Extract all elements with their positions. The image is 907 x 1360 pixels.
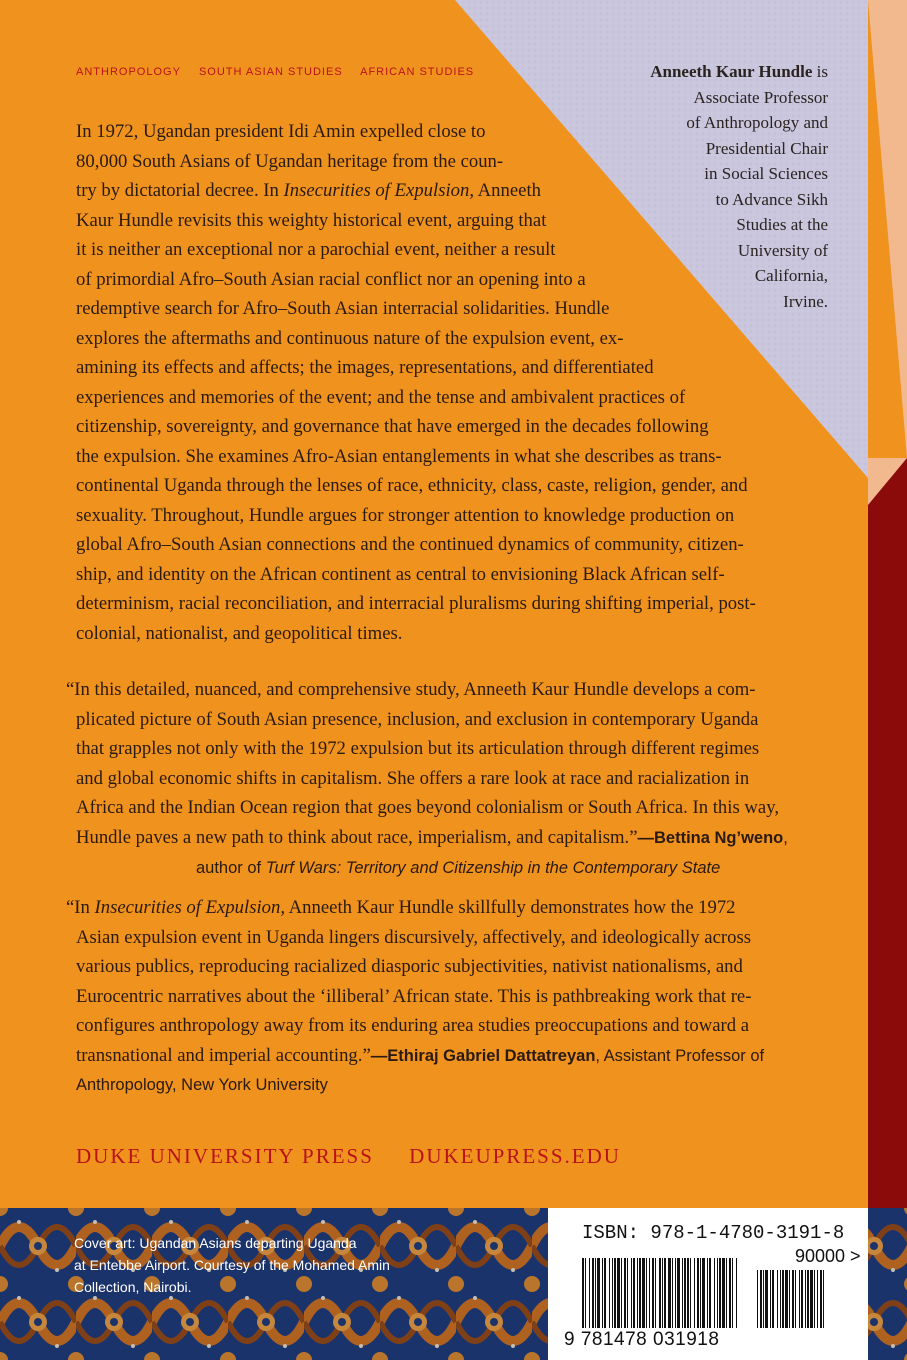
barcode-bar bbox=[707, 1258, 708, 1328]
bio-line: in Social Sciences bbox=[704, 164, 828, 183]
quote-line: that grapples not only with the 1972 expulsion but its articulation through different regimes bbox=[76, 738, 760, 759]
barcode-bar bbox=[592, 1258, 594, 1328]
book-description bbox=[76, 117, 756, 648]
barcode-bar bbox=[582, 1258, 584, 1328]
description-line: determinism, racial reconciliation, and interracial pluralisms during shifting imperial, post- bbox=[76, 593, 756, 614]
book-title: Insecurities of Expulsion, bbox=[94, 897, 286, 918]
credit-line: at Entebbe Airport. Courtesy of the Mohamed Amin bbox=[74, 1257, 390, 1273]
barcode-bar bbox=[795, 1270, 796, 1328]
barcode-bar bbox=[726, 1258, 727, 1328]
barcode-bar bbox=[662, 1258, 663, 1328]
barcode-bar bbox=[675, 1258, 676, 1328]
barcode-bar bbox=[697, 1258, 699, 1328]
description-line: redemptive search for Afro–South Asian interracial solidarities. Hundle bbox=[76, 298, 610, 319]
description-line: it is neither an exceptional nor a parochial event, neither a result bbox=[76, 239, 556, 260]
barcode-bar bbox=[782, 1270, 784, 1328]
barcode-bar bbox=[807, 1270, 809, 1328]
barcode-bar bbox=[820, 1270, 822, 1328]
barcode-bar bbox=[785, 1270, 788, 1328]
barcode-bar bbox=[633, 1258, 635, 1328]
barcode-bar bbox=[624, 1258, 626, 1328]
publisher-line bbox=[76, 1144, 621, 1169]
barcode-bar bbox=[684, 1258, 686, 1328]
bio-line: Associate Professor bbox=[693, 87, 828, 107]
barcode-bar bbox=[637, 1258, 638, 1328]
bio-line: California, bbox=[754, 266, 828, 285]
barcode-bar bbox=[614, 1258, 616, 1328]
barcode-bar bbox=[627, 1258, 628, 1328]
barcode-bar bbox=[612, 1258, 613, 1328]
barcode-bar bbox=[700, 1258, 701, 1328]
barcode-bar bbox=[817, 1270, 818, 1328]
barcode-bar bbox=[757, 1270, 758, 1328]
description-line: continental Uganda through the lenses of race, ethnicity, class, caste, religion, gender, and bbox=[76, 475, 748, 496]
barcode-bar bbox=[589, 1258, 590, 1328]
quote-line: Asian expulsion event in Uganda lingers discursively, affectively, and ideologically across bbox=[76, 926, 751, 948]
description-line: global Afro–South Asian connections and the continued dynamics of community, citizen- bbox=[76, 534, 744, 555]
bio-line: University of bbox=[737, 240, 828, 260]
description-line: Kaur Hundle revisits this weighty historical event, arguing that bbox=[76, 209, 547, 231]
quote-line: “In Insecurities of Expulsion, Anneeth Kaur Hundle skillfully demonstrates how the 1972 bbox=[66, 897, 736, 918]
endorser-affiliation: Anthropology, New York University bbox=[76, 1076, 328, 1094]
description-line: ship, and identity on the African continent as central to envisioning Black African self- bbox=[76, 563, 725, 585]
barcode-bars bbox=[578, 1246, 828, 1330]
barcode-bar bbox=[609, 1258, 610, 1328]
barcode-bar bbox=[597, 1258, 600, 1328]
barcode-bar bbox=[719, 1258, 721, 1328]
quote-line: various publics, reproducing racialized diasporic subjectivities, nativist nationalisms, and bbox=[76, 956, 743, 977]
quote-line: Eurocentric narratives about the ‘illiberal’ African state. This is pathbreaking work that re- bbox=[76, 985, 752, 1007]
publisher-url[interactable]: DUKEUPRESS.EDU bbox=[409, 1144, 621, 1168]
credit-line: Collection, Nairobi. bbox=[74, 1279, 192, 1295]
subject-south-asian-studies: SOUTH ASIAN STUDIES bbox=[198, 66, 343, 78]
barcode-bar bbox=[621, 1258, 622, 1328]
barcode-bar bbox=[709, 1258, 711, 1328]
barcode-bar bbox=[604, 1258, 606, 1328]
barcode-bar bbox=[690, 1258, 691, 1328]
description-line: sexuality. Throughout, Hundle argues for stronger attention to knowledge production on bbox=[76, 504, 735, 526]
barcode-bar bbox=[777, 1270, 778, 1328]
barcode-bar bbox=[631, 1258, 632, 1328]
barcode-bar bbox=[682, 1258, 683, 1328]
barcode-bar bbox=[717, 1258, 718, 1328]
isbn-barcode-box bbox=[548, 1208, 868, 1360]
barcode-bar bbox=[687, 1258, 689, 1328]
barcode-bar bbox=[814, 1270, 815, 1328]
quote-line: Hundle paves a new path to think about race, imperialism, and capitalism.”—Bettina Ng’weno, bbox=[76, 826, 788, 848]
barcode-bar bbox=[664, 1258, 666, 1328]
barcode-bar bbox=[805, 1270, 806, 1328]
barcode-bar bbox=[672, 1258, 673, 1328]
description-line: colonial, nationalist, and geopolitical times. bbox=[76, 622, 403, 644]
description-line: 80,000 South Asians of Ugandan heritage from the coun- bbox=[76, 150, 504, 172]
barcode-bar bbox=[763, 1270, 764, 1328]
barcode-bar bbox=[655, 1258, 656, 1328]
barcode-bar bbox=[595, 1258, 596, 1328]
barcode-bar bbox=[652, 1258, 654, 1328]
bio-line: Irvine. bbox=[783, 291, 828, 311]
barcode-bar bbox=[810, 1270, 813, 1328]
credit-line: Cover art: Ugandan Asians departing Uganda bbox=[74, 1235, 357, 1251]
barcode-bar bbox=[642, 1258, 645, 1328]
barcode-bar bbox=[668, 1258, 671, 1328]
bio-line: is bbox=[812, 62, 828, 81]
book-title: Insecurities of Expulsion bbox=[283, 180, 470, 201]
barcode-bar bbox=[780, 1270, 781, 1328]
barcode-bar bbox=[602, 1258, 603, 1328]
price-code: 90000 > bbox=[795, 1246, 861, 1266]
description-line: amining its effects and affects; the images, representations, and differentiated bbox=[76, 357, 654, 378]
bio-line: Studies at the bbox=[736, 215, 828, 234]
barcode-bar bbox=[617, 1258, 620, 1328]
barcode-bar bbox=[765, 1270, 768, 1328]
barcode-bar bbox=[772, 1270, 774, 1328]
barcode-bar bbox=[714, 1258, 715, 1328]
barcode-bar bbox=[729, 1258, 731, 1328]
bio-line: of Anthropology and bbox=[686, 113, 828, 132]
barcode-bar bbox=[649, 1258, 650, 1328]
description-line: explores the aftermaths and continuous nature of the expulsion event, ex- bbox=[76, 327, 624, 349]
barcode-bar bbox=[801, 1270, 803, 1328]
description-line: the expulsion. She examines Afro-Asian entanglements in what she describes as trans- bbox=[76, 445, 722, 467]
bio-line: to Advance Sikh bbox=[715, 189, 828, 209]
barcode-bar bbox=[760, 1270, 762, 1328]
peach-stripe bbox=[868, 0, 907, 458]
quote-line: Africa and the Indian Ocean region that goes beyond colonialism or South Africa. In this way, bbox=[76, 797, 780, 818]
subject-anthropology: ANTHROPOLOGY bbox=[76, 66, 181, 78]
barcode-bar bbox=[702, 1258, 705, 1328]
description-line: try by dictatorial decree. In Insecurities of Expulsion, Anneeth bbox=[76, 180, 541, 201]
endorser-name: —Bettina Ng’weno bbox=[637, 828, 784, 847]
endorser-book-title: Turf Wars: Territory and Citizenship in the Contemporary State bbox=[265, 859, 721, 877]
endorsement-quote-1 bbox=[66, 675, 788, 884]
quote-line: transnational and imperial accounting.”—Ethiraj Gabriel Dattatreyan, Assistant Professor of bbox=[76, 1044, 765, 1066]
quote-line: plicated picture of South Asian presence, inclusion, and exclusion in contemporary Uganda bbox=[76, 708, 759, 730]
barcode-bar bbox=[823, 1270, 824, 1328]
barcode-bar bbox=[639, 1258, 641, 1328]
bio-line: Presidential Chair bbox=[705, 138, 828, 158]
barcode-bar bbox=[789, 1270, 790, 1328]
dark-red-band bbox=[868, 458, 907, 1208]
barcode-bar bbox=[646, 1258, 647, 1328]
description-line: In 1972, Ugandan president Idi Amin expelled close to bbox=[76, 121, 486, 142]
barcode-bar bbox=[722, 1258, 725, 1328]
endorser-attribution: author of Turf Wars: Territory and Citizenship in the Contemporary State bbox=[196, 859, 721, 877]
isbn-number: ISBN: 978-1-4780-3191-8 bbox=[582, 1222, 845, 1244]
quote-line: and global economic shifts in capitalism. She offers a rare look at race and racialization in bbox=[76, 767, 750, 789]
subject-african-studies: AFRICAN STUDIES bbox=[360, 66, 475, 78]
barcode-bar bbox=[677, 1258, 680, 1328]
description-line: of primordial Afro–South Asian racial conflict nor an opening into a bbox=[76, 268, 586, 290]
barcode-digits: 9 781478 031918 bbox=[564, 1329, 720, 1350]
barcode-bar bbox=[732, 1258, 733, 1328]
barcode-bar bbox=[799, 1270, 800, 1328]
barcode-bar bbox=[659, 1258, 661, 1328]
quote-line: “In this detailed, nuanced, and comprehensive study, Anneeth Kaur Hundle develops a com- bbox=[66, 679, 756, 700]
subject-categories bbox=[76, 66, 488, 78]
description-line: experiences and memories of the event; and the tense and ambivalent practices of bbox=[76, 386, 686, 408]
endorser-name: —Ethiraj Gabriel Dattatreyan bbox=[370, 1046, 596, 1065]
cover-art-credit bbox=[74, 1232, 390, 1298]
description-line: citizenship, sovereignty, and governance that have emerged in the decades following bbox=[76, 416, 709, 437]
quote-line: configures anthropology away from its enduring area studies preoccupations and toward a bbox=[76, 1015, 750, 1036]
barcode-bar bbox=[585, 1258, 586, 1328]
endorsement-quote-2 bbox=[66, 893, 764, 1101]
barcode-bar bbox=[792, 1270, 794, 1328]
barcode-bar bbox=[736, 1258, 737, 1328]
barcode-bar bbox=[770, 1270, 771, 1328]
barcode-bar bbox=[694, 1258, 695, 1328]
publisher-name: DUKE UNIVERSITY PRESS bbox=[76, 1144, 374, 1168]
author-name: Anneeth Kaur Hundle bbox=[650, 62, 813, 81]
